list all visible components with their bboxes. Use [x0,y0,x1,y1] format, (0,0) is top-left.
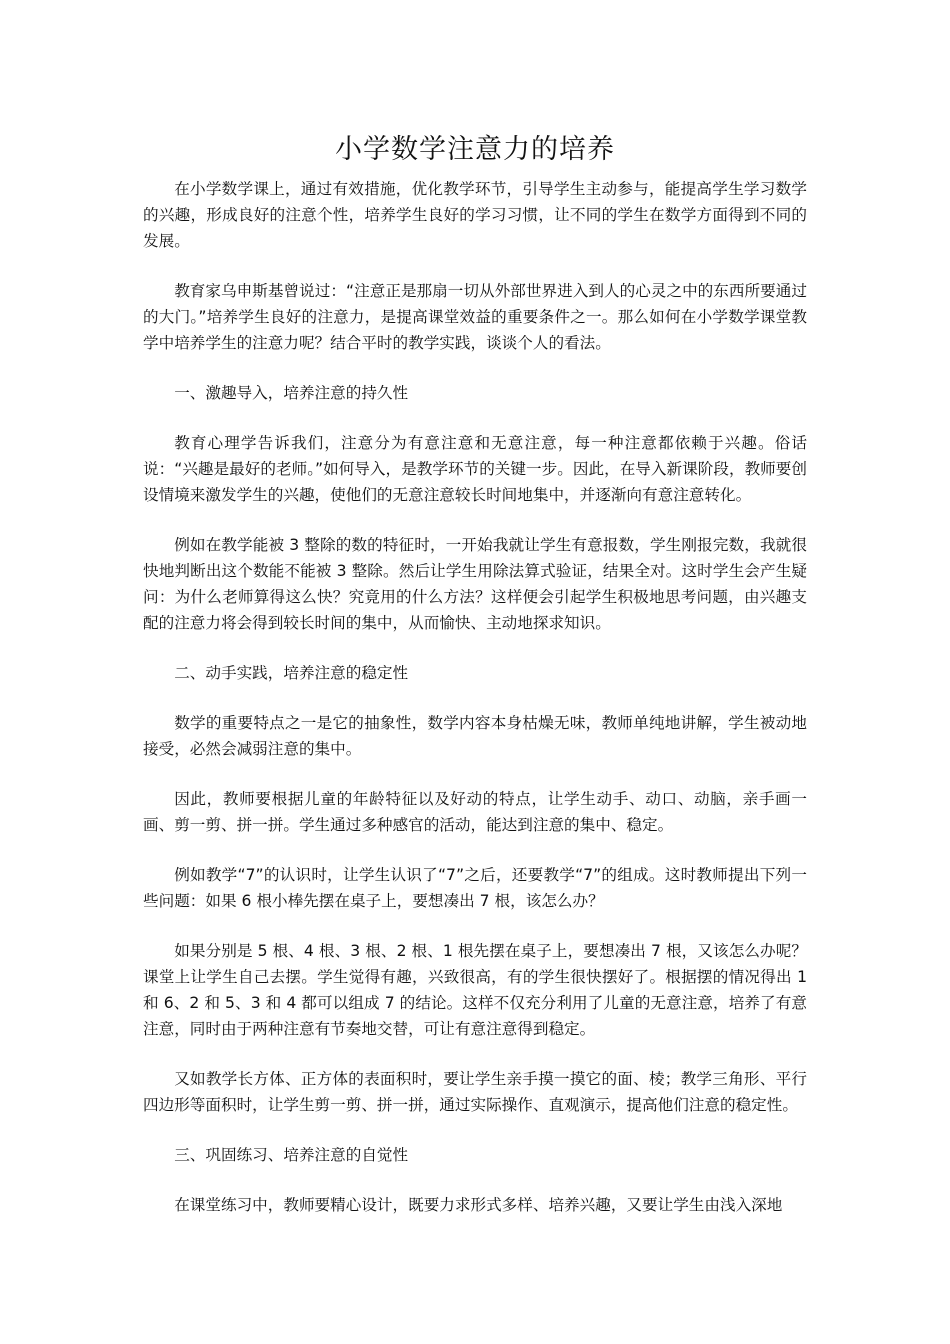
section-heading-1: 一、激趣导入，培养注意的持久性 [174,384,409,402]
intro-paragraph: 在小学数学课上，通过有效措施，优化教学环节，引导学生主动参与，能提高学生学习数学的兴趣，形成良好的注意个性，培养学生良好的学习习惯，让不同的学生在数学方面得到不同的发展。 [143,180,807,250]
section-heading-2: 二、动手实践，培养注意的稳定性 [174,664,409,682]
quote-paragraph: 教育家乌申斯基曾说过：“注意正是那扇一切从外部世界进入到人的心灵之中的东西所要通过的大门。”培养学生良好的注意力，是提高课堂效益的重要条件之一。那么如何在小学数学课堂教学中培养学生的注意力呢？结合平时的教学实践，谈谈个人的看法。 [143,282,807,352]
section-2-paragraph-3: 例如教学“7”的认识时，让学生认识了“7”之后，还要教学“7”的组成。这时教师提出下列一些问题：如果 6 根小棒先摆在桌子上，要想凑出 7 根，该怎么办？ [143,866,807,910]
section-1-paragraph-2: 例如在教学能被 3 整除的数的特征时，一开始我就让学生有意报数，学生刚报完数，我就很快地判断出这个数能不能被 3 整除。然后让学生用除法算式验证，结果全对。这时学生会产生疑问：为什么老师算得这么快？究竟用的什么方法？这样便会引起学生积极地思考问题，由兴趣支配的注意力将会得到较长时间的集中，从而愉快、主动地探求知识。 [143,536,807,632]
section-2-paragraph-5: 又如教学长方体、正方体的表面积时，要让学生亲手摸一摸它的面、棱；教学三角形、平行四边形等面积时，让学生剪一剪、拼一拼，通过实际操作、直观演示，提高他们注意的稳定性。 [143,1070,807,1114]
document-body [143,176,807,1242]
section-heading-3: 三、巩固练习、培养注意的自觉性 [174,1146,409,1164]
section-2-paragraph-1: 数学的重要特点之一是它的抽象性，数学内容本身枯燥无味，教师单纯地讲解，学生被动地接受，必然会减弱注意的集中。 [143,714,807,758]
section-2-paragraph-4: 如果分别是 5 根、4 根、3 根、2 根、1 根先摆在桌子上，要想凑出 7 根，又该怎么办呢？课堂上让学生自己去摆。学生觉得有趣，兴致很高，有的学生很快摆好了。根据摆的情况得出 1 和 6、2 和 5、3 和 4 都可以组成 7 的结论。这样不仅充分利用了儿童的无意注意，培养了有意注意，同时由于两种注意有节奏地交替，可让有意注意得到稳定。 [143,942,807,1038]
section-1-paragraph-1: 教育心理学告诉我们，注意分为有意注意和无意注意，每一种注意都依赖于兴趣。俗话说：“兴趣是最好的老师。”如何导入，是教学环节的关键一步。因此，在导入新课阶段，教师要创设情境来激发学生的兴趣，使他们的无意注意较长时间地集中，并逐渐向有意注意转化。 [143,434,807,504]
section-3-paragraph-1: 在课堂练习中，教师要精心设计，既要力求形式多样、培养兴趣，又要让学生由浅入深地 [174,1196,783,1214]
document-title: 小学数学注意力的培养 [335,134,615,165]
section-2-paragraph-2: 因此，教师要根据儿童的年龄特征以及好动的特点，让学生动手、动口、动脑，亲手画一画、剪一剪、拼一拼。学生通过多种感官的活动，能达到注意的集中、稳定。 [143,790,807,834]
